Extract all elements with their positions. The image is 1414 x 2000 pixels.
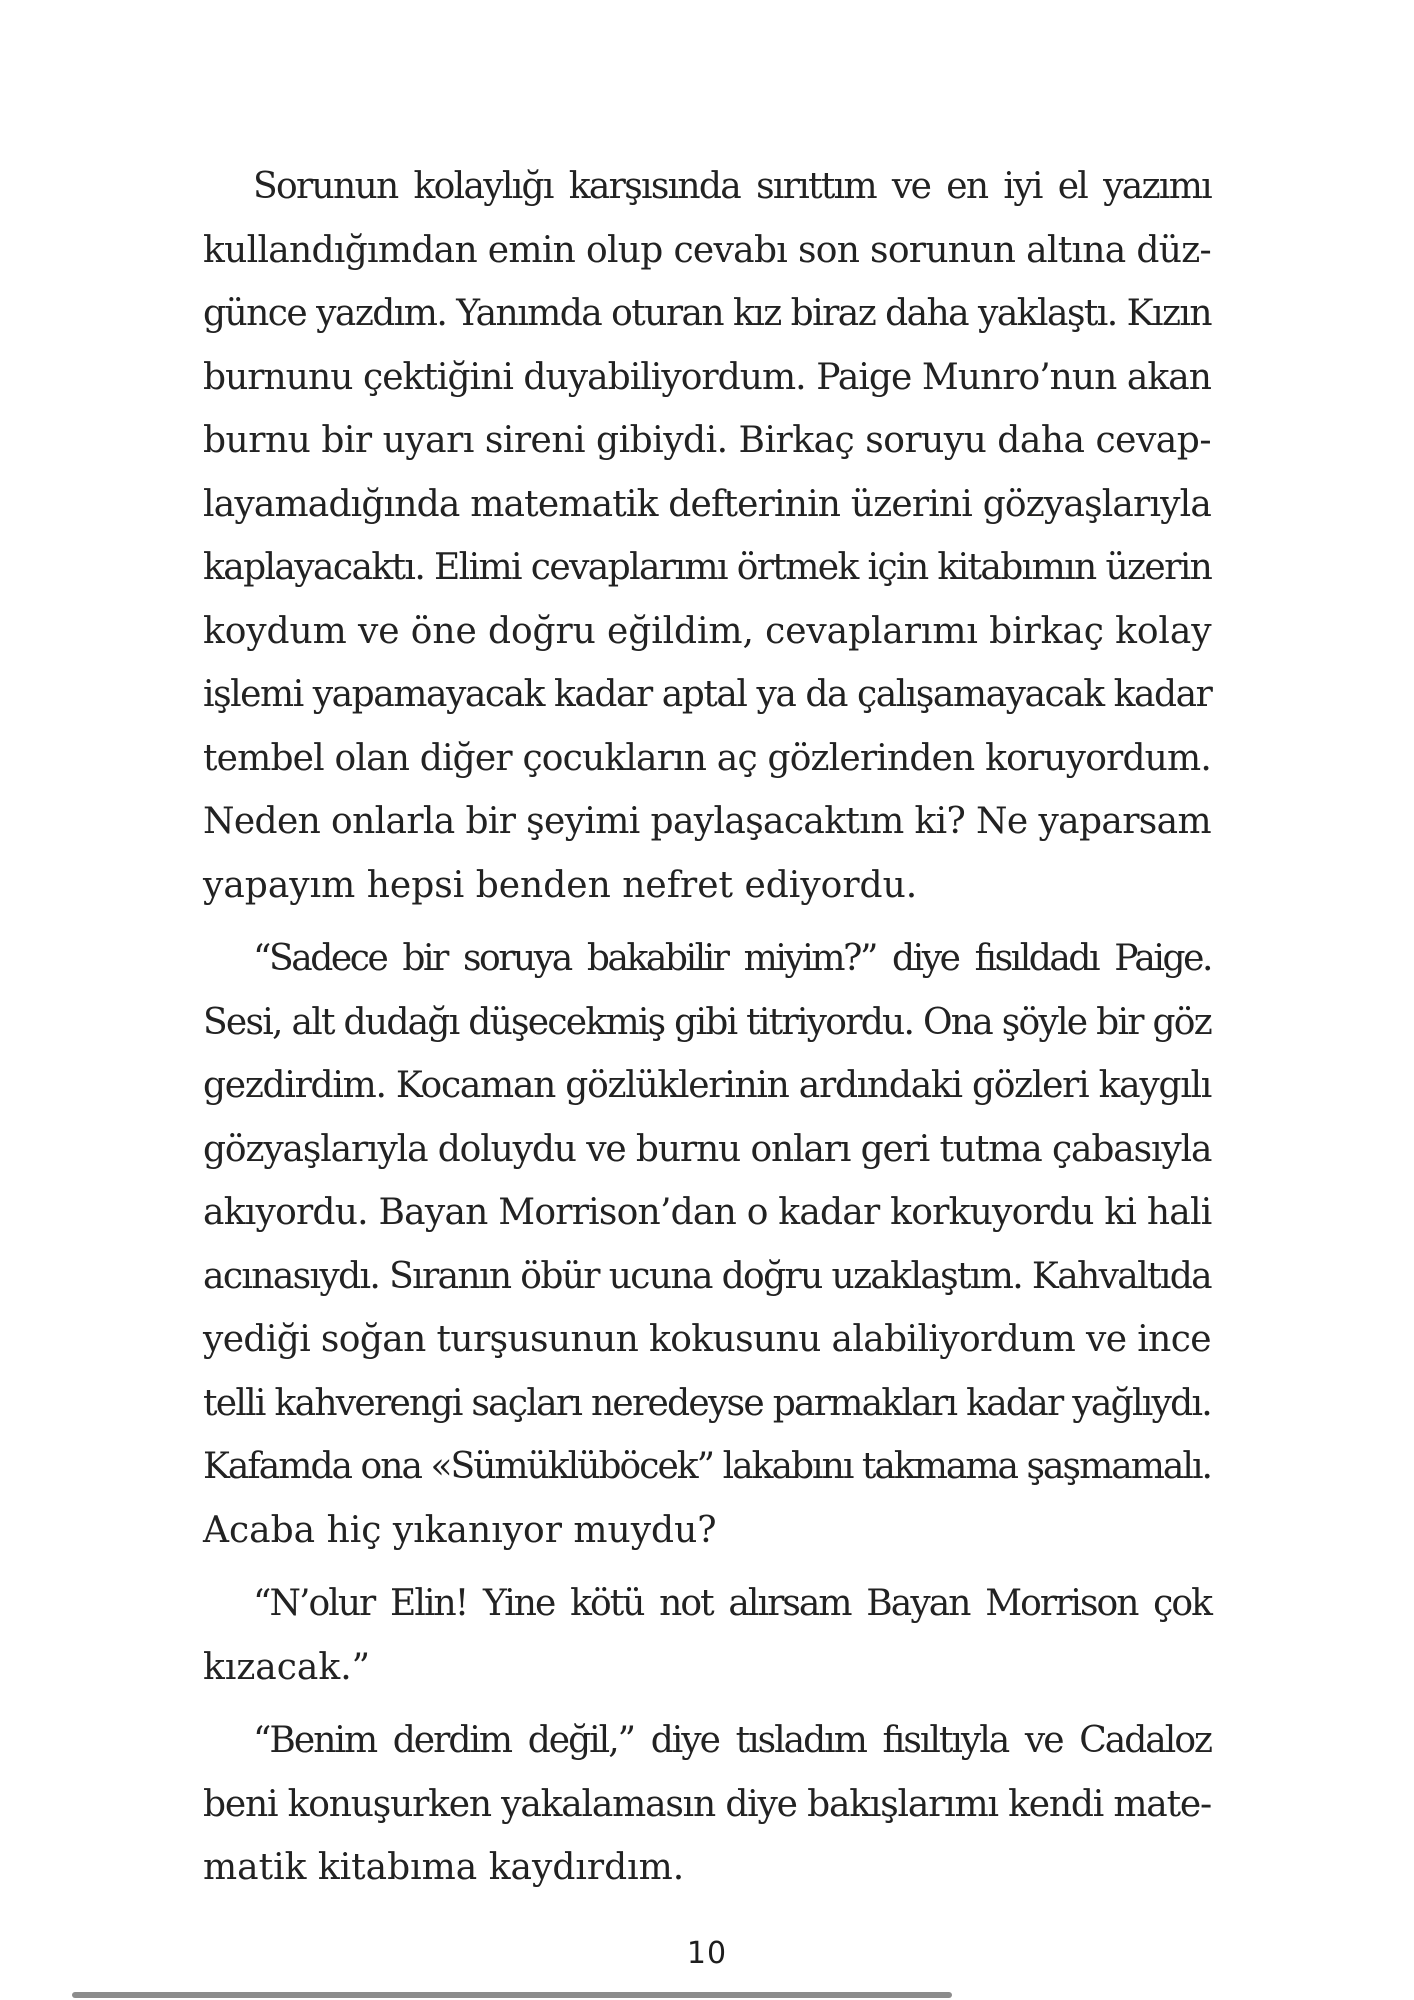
paragraph [203,927,1211,1562]
text-line: akıyordu. Bayan Morrison’dan o kadar korkuyordu ki hali [203,1192,1212,1233]
text-line: gezdirdim. Kocaman gözlüklerinin ardındaki gözleri kaygılı [203,1065,1211,1106]
text-line: günce yazdım. Yanımda oturan kız biraz daha yaklaştı. Kızın [203,293,1211,334]
text-line: acınasıydı. Sıranın öbür ucuna doğru uzaklaştım. Kahvaltıda [203,1255,1211,1297]
paragraph [203,155,1211,917]
text-line: burnu bir uyarı sireni gibiydi. Birkaç soruyu daha cevap- [203,420,1211,461]
text-line: Sesi, alt dudağı düşecekmiş gibi titriyordu. Ona şöyle bir göz [203,1001,1211,1043]
text-line: layamadığında matematik defterinin üzerini gözyaşlarıyla [203,483,1211,525]
text-line: tembel olan diğer çocukların aç gözlerinden koruyordum. [203,737,1211,779]
body-text [203,155,1211,1910]
text-line: “Sadece bir soruya bakabilir miyim?” diye fısıldadı Paige. [253,938,1211,979]
text-line: kullandığımdan emin olup cevabı son sorunun altına düz- [203,229,1211,271]
text-line: koydum ve öne doğru eğildim, cevaplarımı birkaç kolay [203,610,1212,652]
text-line: kaplayacaktı. Elimi cevaplarımı örtmek için kitabımın üzerin [203,547,1212,588]
text-line: Kafamda ona «Sümüklüböcek” lakabını takmama şaşmamalı. [203,1446,1211,1487]
text-line: gözyaşlarıyla doluydu ve burnu onları geri tutma çabasıyla [203,1128,1212,1170]
text-line: matik kitabıma kaydırdım. [203,1847,685,1888]
text-line: yediği soğan turşusunun kokusunu alabiliyordum ve ince [203,1319,1211,1360]
text-line: Sorunun kolaylığı karşısında sırıttım ve en iyi el yazımı [253,166,1211,207]
text-line: “N’olur Elin! Yine kötü not alırsam Bayan Morrison çok [253,1583,1211,1624]
text-line: burnunu çektiğini duyabiliyordum. Paige Munro’nun akan [203,356,1211,398]
text-line: Acaba hiç yıkanıyor muydu? [203,1509,717,1551]
text-line: yapayım hepsi benden nefret ediyordu. [203,864,918,906]
text-line: beni konuşurken yakalamasın diye bakışlarımı kendi mate- [203,1783,1211,1825]
text-line: “Benim derdim değil,” diye tısladım fısıltıyla ve Cadaloz [253,1720,1211,1761]
bottom-edge-line [72,1992,952,1998]
paragraph [203,1709,1211,1900]
page-number: 10 [686,1936,728,1971]
text-line: kızacak.” [203,1646,371,1688]
text-line: Neden onlarla bir şeyimi paylaşacaktım ki? Ne yaparsam [203,801,1211,842]
paragraph [203,1572,1211,1699]
text-line: telli kahverengi saçları neredeyse parmakları kadar yağlıydı. [203,1382,1211,1424]
text-line: işlemi yapamayacak kadar aptal ya da çalışamayacak kadar [203,674,1212,715]
